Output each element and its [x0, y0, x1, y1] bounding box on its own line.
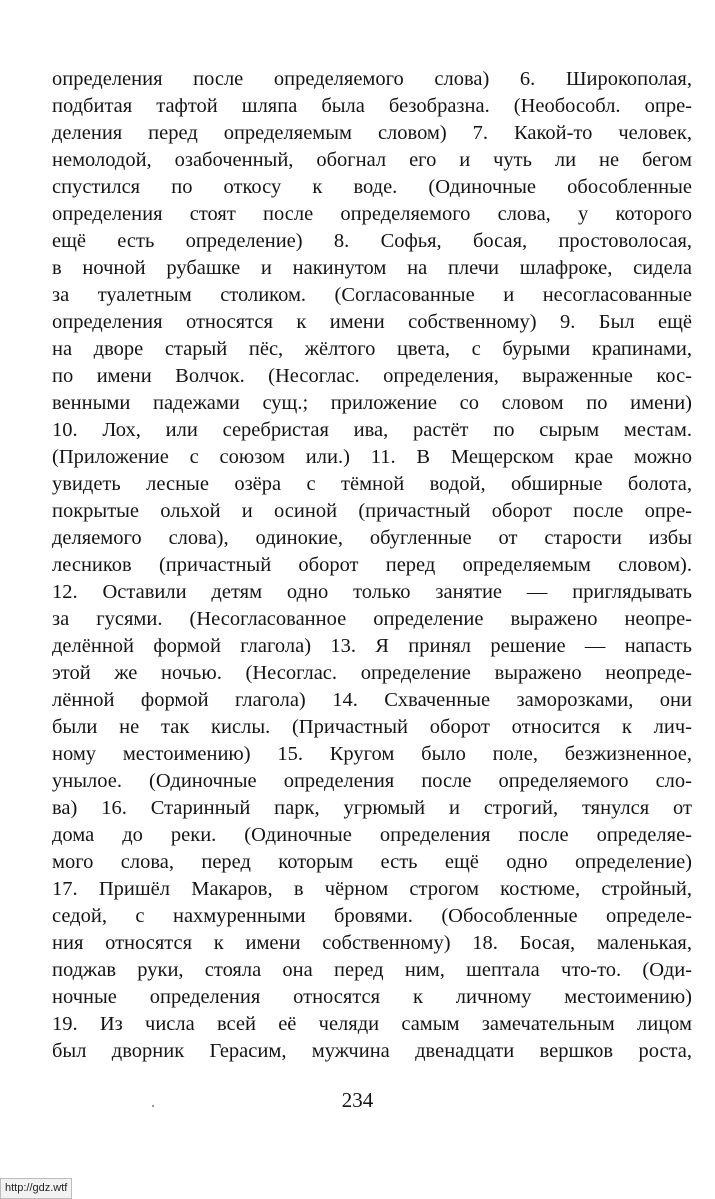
text-line: 17. Пришёл Макаров, в чёрном строгом костюме, стройный, [52, 878, 692, 900]
text-line: мого слова, перед которым есть ещё одно определение) [52, 851, 692, 873]
text-line: ному местоимению) 15. Кругом было поле, безжизненное, [52, 743, 692, 765]
text-line: седой, с нахмуренными бровями. (Обособленные определе- [52, 905, 692, 927]
text-line: ночные определения относятся к личному местоимению) [52, 986, 692, 1008]
page-number: 234 [341, 1088, 374, 1112]
text-line: делённой формой глагола) 13. Я принял решение — напасть [52, 635, 692, 657]
text-line: на дворе старый пёс, жёлтого цвета, с бурыми крапинами, [52, 338, 692, 360]
text-line: подбитая тафтой шляпа была безобразна. (Необособл. опре- [52, 95, 692, 117]
text-line: определения относятся к имени собственному) 9. Был ещё [52, 311, 692, 333]
text-line: были не так кислы. (Причастный оборот относится к лич- [52, 716, 692, 738]
text-line: за гусями. (Несогласованное определение выражено неопре- [52, 608, 692, 630]
text-line: увидеть лесные озёра с тёмной водой, обширные болота, [52, 473, 692, 495]
text-line: ния относятся к имени собственному) 18. Босая, маленькая, [52, 932, 692, 954]
page-body-text [52, 66, 692, 1065]
watermark-link[interactable]: http://gdz.wtf [0, 1178, 72, 1199]
text-line: в ночной рубашке и накинутом на плечи шлафроке, сидела [52, 257, 692, 279]
text-line: за туалетным столиком. (Согласованные и несогласованные [52, 284, 692, 306]
text-line: деляемого слова), одинокие, обугленные от старости избы [52, 527, 692, 549]
text-line: спустился по откосу к воде. (Одиночные обособленные [52, 176, 692, 198]
text-line: был дворник Герасим, мужчина двенадцати вершков роста, [52, 1040, 692, 1062]
text-line: лесников (причастный оборот перед определяемым словом). [52, 554, 692, 576]
text-line: унылое. (Одиночные определения после определяемого сло- [52, 770, 692, 792]
text-line: немолодой, озабоченный, обогнал его и чуть ли не бегом [52, 149, 692, 171]
text-line: дома до реки. (Одиночные определения после определяе- [52, 824, 692, 846]
text-line: деления перед определяемым словом) 7. Какой-то человек, [52, 122, 692, 144]
text-line: ещё есть определение) 8. Софья, босая, простоволосая, [52, 230, 692, 252]
text-line: поджав руки, стояла она перед ним, шептала что-то. (Оди- [52, 959, 692, 981]
text-line: покрытые ольхой и осиной (причастный оборот после опре- [52, 500, 692, 522]
text-line: определения после определяемого слова) 6. Широкополая, [52, 68, 692, 90]
text-line: лённой формой глагола) 14. Схваченные заморозками, они [52, 689, 692, 711]
text-line: 12. Оставили детям одно только занятие — приглядывать [52, 581, 692, 603]
text-line: по имени Волчок. (Несоглас. определения, выраженные кос- [52, 365, 692, 387]
text-line: этой же ночью. (Несоглас. определение выражено неопреде- [52, 662, 692, 684]
text-line: определения стоят после определяемого слова, у которого [52, 203, 692, 225]
text-line: 10. Лох, или серебристая ива, растёт по сырым местам. [52, 419, 692, 441]
text-line: 19. Из числа всей её челяди самым замечательным лицом [52, 1013, 692, 1035]
text-line: ва) 16. Старинный парк, угрюмый и строгий, тянулся от [52, 797, 692, 819]
text-line: (Приложение с союзом или.) 11. В Мещерском крае можно [52, 446, 692, 468]
text-line: венными падежами сущ.; приложение со словом по имени) [52, 392, 692, 414]
